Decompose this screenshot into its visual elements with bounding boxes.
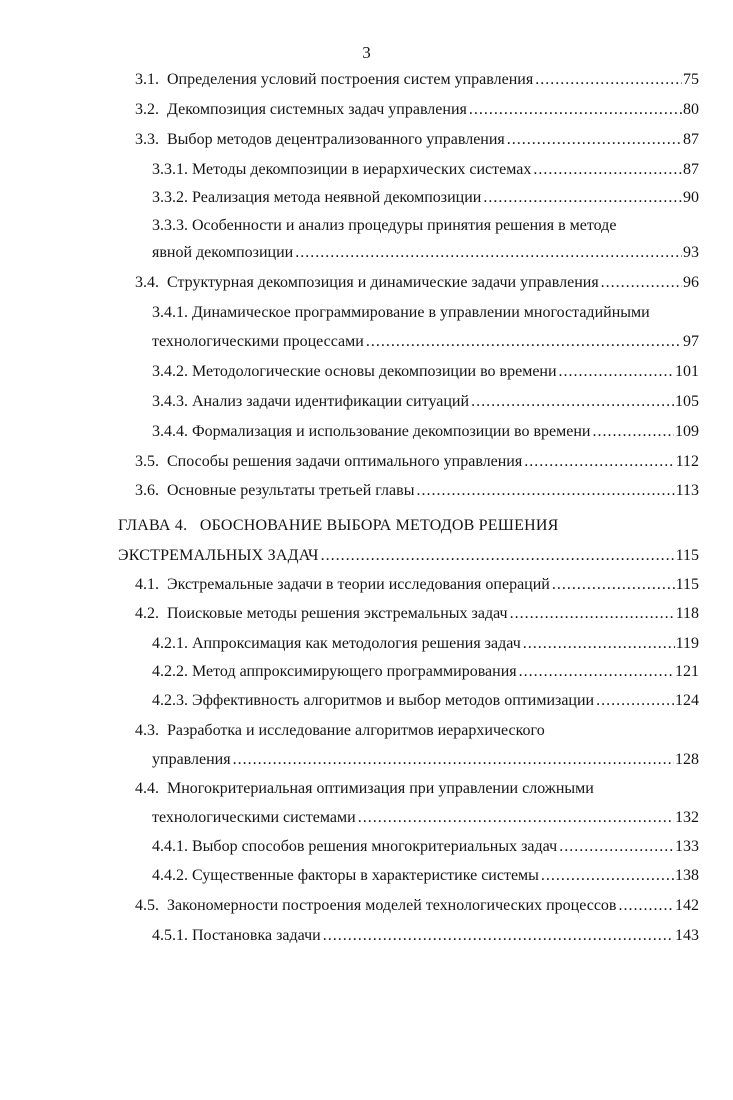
toc-entry-number: 3.4.4. — [152, 423, 188, 440]
toc-entry-4-5-1 — [152, 926, 699, 946]
toc-entry-page: 115 — [675, 576, 699, 593]
toc-entry-title: Особенности и анализ процедуры принятия решения в методе — [192, 217, 617, 234]
toc-entry-number: 4.4.1. — [152, 838, 188, 855]
toc-entry-number: 4.1. — [135, 576, 159, 593]
toc-entry-title: Определения условий построения систем управления — [167, 71, 534, 88]
page-number: 3 — [362, 43, 371, 62]
dot-leader — [618, 896, 674, 916]
toc-entry-number: 3.4.1. — [152, 304, 188, 321]
toc-entry-title: Метод аппроксимирующего программирования — [192, 663, 517, 680]
dot-leader — [535, 70, 682, 90]
toc-entry-page: 142 — [675, 897, 699, 914]
dot-leader — [323, 926, 674, 946]
toc-entry-number: 4.2.3. — [152, 692, 188, 709]
dot-leader — [233, 750, 674, 770]
toc-entry-title: Поисковые методы решения экстремальных задач — [167, 605, 508, 622]
toc-entry-title: Способы решения задачи оптимального управления — [167, 453, 523, 470]
toc-entry-page: 87 — [683, 131, 699, 148]
toc-entry-3-3-2 — [152, 188, 699, 208]
dot-leader — [552, 575, 675, 595]
dot-leader — [596, 691, 674, 711]
toc-entry-3-4 — [135, 273, 699, 293]
toc-entry-page: 133 — [675, 838, 699, 855]
dot-leader — [471, 392, 674, 412]
toc-entry-page: 132 — [675, 809, 699, 826]
toc-entry-3-4-1 — [152, 303, 699, 352]
toc-entry-title: Выбор методов децентрализованного управления — [167, 131, 505, 148]
dot-leader — [559, 837, 674, 857]
dot-leader — [295, 243, 682, 263]
toc-entry-title: Разработка и исследование алгоритмов иерархического — [167, 722, 545, 739]
toc-entry-page: 80 — [683, 101, 699, 118]
toc-entry-number: 3.5. — [135, 453, 159, 470]
toc-entry-page: 128 — [675, 751, 699, 768]
toc-entry-number: 3.6. — [135, 482, 159, 499]
toc-entry-page: 101 — [675, 363, 699, 380]
toc-entry-title: Декомпозиция системных задач управления — [167, 101, 467, 118]
toc-entry-title: Постановка задачи — [192, 927, 321, 944]
toc-entry-number: 3.3. — [135, 131, 159, 148]
toc-entry-title: Закономерности построения моделей технологических процессов — [167, 897, 617, 914]
toc-entry-4-2-3 — [152, 691, 699, 711]
dot-leader — [541, 866, 674, 886]
toc-entry-3-6 — [135, 481, 699, 501]
toc-entry-title: Анализ задачи идентификации ситуаций — [192, 393, 470, 410]
toc-entry-page: 118 — [675, 605, 699, 622]
toc-entry-3-5 — [135, 452, 699, 472]
toc-entry-title: Многокритериальная оптимизация при управлении сложными — [167, 780, 594, 797]
toc-entry-4-4-2 — [152, 866, 699, 886]
toc-entry-4-2-1 — [152, 634, 699, 654]
toc-entry-number: 4.4. — [135, 780, 159, 797]
toc-entry-number: 3.4. — [135, 274, 159, 291]
toc-entry-title: Динамическое программирование в управлении многостадийными — [192, 304, 650, 321]
toc-chapter-4 — [118, 516, 699, 566]
toc-entry-page: 87 — [683, 161, 699, 178]
toc-entry-4-4 — [135, 779, 699, 828]
dot-leader — [510, 604, 675, 624]
dot-leader — [601, 273, 682, 293]
toc-entry-title: Аппроксимация как методология решения задач — [192, 635, 521, 652]
dot-leader — [559, 362, 674, 382]
toc-entry-number: 3.2. — [135, 101, 159, 118]
toc-entry-3-3-3 — [152, 216, 699, 263]
dot-leader — [592, 422, 674, 442]
toc-entry-number: 3.3.2. — [152, 189, 188, 206]
toc-entry-3-3 — [135, 130, 699, 150]
toc-entry-title-continuation: управления — [152, 751, 231, 768]
toc-entry-4-5 — [135, 896, 699, 916]
toc-entry-title: Методы декомпозиции в иерархических системах — [192, 161, 532, 178]
toc-entry-page: 124 — [675, 692, 699, 709]
toc-entry-page: 105 — [675, 393, 699, 410]
toc-entry-3-3-1 — [152, 160, 699, 180]
toc-entry-3-2 — [135, 100, 699, 120]
toc-entry-title: Эффективность алгоритмов и выбор методов оптимизации — [192, 692, 595, 709]
dot-leader — [366, 332, 682, 352]
toc-entry-title-continuation: технологическими процессами — [152, 333, 364, 350]
toc-entry-number: 4.2.2. — [152, 663, 188, 680]
toc-entry-number: 4.4.2. — [152, 867, 188, 884]
toc-entry-page: 90 — [683, 189, 699, 206]
toc-entry-title: Структурная декомпозиция и динамические задачи управления — [167, 274, 599, 291]
toc-entry-page: 75 — [683, 71, 699, 88]
dot-leader — [523, 634, 675, 654]
dot-leader — [321, 546, 675, 566]
toc-entry-number: 4.5.1. — [152, 927, 188, 944]
toc-entry-page: 115 — [675, 547, 699, 564]
toc-entry-title: Экстремальные задачи в теории исследования операций — [167, 576, 550, 593]
toc-entry-number: 4.5. — [135, 897, 159, 914]
toc-entry-4-2 — [135, 604, 699, 624]
dot-leader — [469, 100, 682, 120]
toc-entry-page: 119 — [675, 635, 699, 652]
chapter-title: ОБОСНОВАНИЕ ВЫБОРА МЕТОДОВ РЕШЕНИЯ — [199, 517, 559, 534]
toc-entry-title-continuation: технологическими системами — [152, 809, 356, 826]
dot-leader — [358, 808, 674, 828]
chapter-title-continuation: ЭКСТРЕМАЛЬНЫХ ЗАДАЧ — [118, 547, 319, 564]
toc-entry-4-3 — [135, 721, 699, 770]
toc-entry-number: 4.2. — [135, 605, 159, 622]
toc-entry-title: Основные результаты третьей главы — [167, 482, 415, 499]
toc-entry-4-4-1 — [152, 837, 699, 857]
dot-leader — [507, 130, 682, 150]
toc-entry-title: Реализация метода неявной декомпозиции — [192, 189, 482, 206]
dot-leader — [533, 160, 682, 180]
toc-entry-number: 3.4.3. — [152, 393, 188, 410]
toc-entry-number: 3.3.1. — [152, 161, 188, 178]
toc-entry-page: 112 — [675, 453, 699, 470]
toc-entry-title: Выбор способов решения многокритериальных задач — [192, 838, 558, 855]
toc-entry-4-2-2 — [152, 662, 699, 682]
dot-leader — [416, 481, 674, 501]
toc-entry-4-1 — [135, 575, 699, 595]
toc-entry-title-continuation: явной декомпозиции — [152, 244, 294, 261]
dot-leader — [519, 662, 674, 682]
dot-leader — [524, 452, 674, 472]
toc-entry-3-4-3 — [152, 392, 699, 412]
toc-entry-title: Формализация и использование декомпозиции во времени — [192, 423, 591, 440]
toc-entry-number: 4.3. — [135, 722, 159, 739]
toc-entry-3-1 — [135, 70, 699, 90]
toc-entry-page: 109 — [675, 423, 699, 440]
chapter-number: ГЛАВА 4. — [118, 517, 188, 534]
toc-entry-page: 97 — [683, 333, 699, 350]
toc-entry-page: 143 — [675, 927, 699, 944]
toc-entry-page: 121 — [675, 663, 699, 680]
toc-entry-number: 3.1. — [135, 71, 159, 88]
toc-entry-number: 3.3.3. — [152, 217, 188, 234]
toc-entry-number: 4.2.1. — [152, 635, 188, 652]
toc-entry-title: Методологические основы декомпозиции во времени — [192, 363, 557, 380]
toc-entry-page: 113 — [675, 482, 699, 499]
toc-entry-3-4-4 — [152, 422, 699, 442]
toc-entry-page: 138 — [675, 867, 699, 884]
toc-entry-page: 96 — [683, 274, 699, 291]
dot-leader — [483, 188, 682, 208]
toc-entry-title: Существенные факторы в характеристике системы — [192, 867, 539, 884]
toc-entry-page: 93 — [683, 244, 699, 261]
toc-entry-3-4-2 — [152, 362, 699, 382]
toc-entry-number: 3.4.2. — [152, 363, 188, 380]
